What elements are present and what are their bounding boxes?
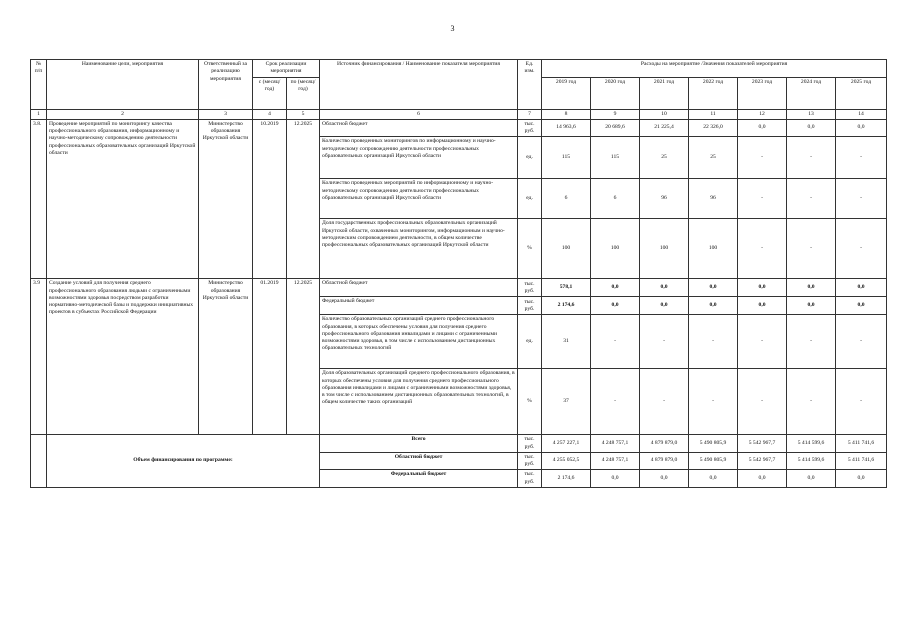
total-value: 5 414 599,6 — [787, 435, 836, 453]
unit-cell: ед. — [518, 315, 542, 369]
program-table — [30, 59, 887, 488]
total-value: 5 490 805,9 — [689, 435, 738, 453]
value-cell: 6 — [591, 179, 640, 219]
header-responsible: Ответственный за реализацию мероприятия — [199, 60, 253, 110]
value-cell: 37 — [542, 369, 591, 435]
value-cell: 100 — [640, 219, 689, 279]
header-year: 2023 год — [738, 77, 787, 109]
value-cell: - — [738, 219, 787, 279]
value-cell: 100 — [689, 219, 738, 279]
total-value: 4 248 757,1 — [591, 435, 640, 453]
value-cell: 31 — [542, 315, 591, 369]
value-cell: - — [787, 315, 836, 369]
column-number: 11 — [689, 109, 738, 119]
value-cell: 96 — [689, 179, 738, 219]
value-cell: - — [836, 219, 887, 279]
header-year: 2019 год — [542, 77, 591, 109]
value-cell: 25 — [689, 137, 738, 179]
unit-cell: тыс. руб. — [518, 119, 542, 137]
item-name: Создание условий для получения среднего профессионального образования людьми с ограниченными возможностями здоровья посредством разработки нормативно-методической базы и поддержки инициативных проектов в субъектах Российской Федерации — [47, 279, 199, 435]
header-source: Источник финансирования / Наименование показателя мероприятия — [320, 60, 518, 110]
value-cell: 0,0 — [689, 297, 738, 315]
value-cell: 578,1 — [542, 279, 591, 297]
total-value: 0,0 — [787, 470, 836, 488]
total-value: 5 411 741,6 — [836, 435, 887, 453]
unit-cell: ед. — [518, 179, 542, 219]
source-label: Областной бюджет — [320, 279, 518, 297]
value-cell: - — [738, 315, 787, 369]
value-cell: 100 — [542, 219, 591, 279]
value-cell: 0,0 — [836, 297, 887, 315]
item-responsible: Министерство образования Иркутской области — [199, 119, 253, 279]
column-number: 1 — [31, 109, 47, 119]
value-cell: 100 — [591, 219, 640, 279]
unit-cell: тыс. руб. — [518, 279, 542, 297]
item-date-from: 10.2019 — [253, 119, 287, 279]
total-value: 0,0 — [640, 470, 689, 488]
column-number: 7 — [518, 109, 542, 119]
total-value: 4 879 879,0 — [640, 435, 689, 453]
header-year: 2020 год — [591, 77, 640, 109]
total-value: 2 174,6 — [542, 470, 591, 488]
header-from: с (месяц/год) — [253, 77, 287, 109]
value-cell: - — [738, 179, 787, 219]
totals-label: Объем финансирования по программе: — [47, 435, 320, 488]
column-number: 4 — [253, 109, 287, 119]
column-number: 14 — [836, 109, 887, 119]
header-num: № п/п — [31, 60, 47, 110]
total-value: 4 248 757,1 — [591, 452, 640, 470]
value-cell: 6 — [542, 179, 591, 219]
indicator-label: Количество проведенных мероприятий по информационному и научно-методическому сопровождению деятельности профессиональных образовательных организаций Иркутской области — [320, 179, 518, 219]
item-number: 3.9 — [31, 279, 47, 435]
header-to: по (месяц/год) — [287, 77, 320, 109]
total-value: 4 879 879,0 — [640, 452, 689, 470]
value-cell: 0,0 — [836, 279, 887, 297]
item-date-from: 01.2019 — [253, 279, 287, 435]
value-cell: - — [738, 137, 787, 179]
value-cell: 0,0 — [836, 119, 887, 137]
source-label: Федеральный бюджет — [320, 297, 518, 315]
value-cell: 0,0 — [640, 279, 689, 297]
value-cell: 0,0 — [640, 297, 689, 315]
total-value: 4 255 052,5 — [542, 452, 591, 470]
unit-cell: тыс. руб. — [518, 297, 542, 315]
value-cell: 0,0 — [591, 279, 640, 297]
total-value: 4 257 227,1 — [542, 435, 591, 453]
total-value: 0,0 — [738, 470, 787, 488]
totals-spacer — [31, 435, 47, 488]
total-value: 0,0 — [591, 470, 640, 488]
total-value: 0,0 — [689, 470, 738, 488]
item-responsible: Министерство образования Иркутской области — [199, 279, 253, 435]
value-cell: 0,0 — [787, 297, 836, 315]
unit-cell: тыс. руб. — [518, 435, 542, 453]
value-cell: - — [689, 315, 738, 369]
unit-cell: % — [518, 369, 542, 435]
value-cell: - — [836, 315, 887, 369]
value-cell: 0,0 — [787, 119, 836, 137]
value-cell: - — [591, 315, 640, 369]
item-date-to: 12.2025 — [287, 279, 320, 435]
value-cell: - — [640, 369, 689, 435]
header-year: 2024 год — [787, 77, 836, 109]
value-cell: 0,0 — [738, 279, 787, 297]
column-number: 8 — [542, 109, 591, 119]
value-cell: 0,0 — [738, 119, 787, 137]
column-number: 10 — [640, 109, 689, 119]
value-cell: 0,0 — [689, 279, 738, 297]
value-cell: 25 — [640, 137, 689, 179]
unit-cell: тыс. руб. — [518, 452, 542, 470]
value-cell: 21 225,4 — [640, 119, 689, 137]
unit-cell: % — [518, 219, 542, 279]
unit-cell: тыс. руб. — [518, 470, 542, 488]
column-number: 13 — [787, 109, 836, 119]
value-cell: - — [787, 219, 836, 279]
indicator-label: Доля образовательных организаций среднего профессионального образования, в которых обеспечены условия для получения среднего профессионального образования инвалидами и лицами с ограниченными возможностями здоровья, в том числе с использованием дистанционных образовательных технологий, в общем количестве таких организаций — [320, 369, 518, 435]
indicator-label: Количество образовательных организаций среднего профессионального образования, в которых обеспечены условия для получения среднего профессионального образования инвалидами и лицами с ограниченными возможностями здоровья, в том числе с использованием дистанционных образовательных технологий — [320, 315, 518, 369]
indicator-label: Количество проведенных мониторингов по информационному и научно-методическому сопровождению деятельности профессиональных образовательных организаций Иркутской области — [320, 137, 518, 179]
column-number: 3 — [199, 109, 253, 119]
column-number: 9 — [591, 109, 640, 119]
header-year: 2021 год — [640, 77, 689, 109]
item-date-to: 12.2025 — [287, 119, 320, 279]
value-cell: 0,0 — [591, 297, 640, 315]
value-cell: - — [836, 179, 887, 219]
value-cell: 115 — [542, 137, 591, 179]
value-cell: - — [787, 137, 836, 179]
column-number: 5 — [287, 109, 320, 119]
total-value: 5 414 599,6 — [787, 452, 836, 470]
value-cell: 0,0 — [787, 279, 836, 297]
column-number: 12 — [738, 109, 787, 119]
value-cell: - — [836, 369, 887, 435]
column-number: 6 — [320, 109, 518, 119]
total-value: 5 490 805,9 — [689, 452, 738, 470]
total-value: 0,0 — [836, 470, 887, 488]
header-year: 2022 год — [689, 77, 738, 109]
page-number: 3 — [450, 24, 455, 33]
indicator-label: Доля государственных профессиональных образовательных организаций Иркутской области, охваченных мониторингом, информационным и научно-методическим сопровождением деятельности, в общем количестве профессиональных образовательных организаций Иркутской области — [320, 219, 518, 279]
value-cell: 0,0 — [738, 297, 787, 315]
value-cell: 20 689,6 — [591, 119, 640, 137]
total-value: 5 542 967,7 — [738, 435, 787, 453]
total-value: 5 411 741,6 — [836, 452, 887, 470]
header-year: 2025 год — [836, 77, 887, 109]
value-cell: 96 — [640, 179, 689, 219]
value-cell: - — [689, 369, 738, 435]
value-cell: - — [787, 369, 836, 435]
item-number: 3.8. — [31, 119, 47, 279]
header-expenses: Расходы на мероприятие /Значения показателей мероприятия — [542, 60, 887, 78]
value-cell: 115 — [591, 137, 640, 179]
item-name: Проведение мероприятий по мониторингу качества профессионального образования, информационному и научно-методическому сопровождению деятельности профессиональных образовательных организаций Иркутской области — [47, 119, 199, 279]
header-unit: Ед. изм. — [518, 60, 542, 110]
value-cell: 14 963,6 — [542, 119, 591, 137]
unit-cell: ед. — [518, 137, 542, 179]
value-cell: 22 326,0 — [689, 119, 738, 137]
value-cell: - — [591, 369, 640, 435]
total-value: 5 542 967,7 — [738, 452, 787, 470]
value-cell: - — [640, 315, 689, 369]
value-cell: - — [836, 137, 887, 179]
source-label: Областной бюджет — [320, 119, 518, 137]
value-cell: - — [787, 179, 836, 219]
value-cell: - — [738, 369, 787, 435]
totals-source: Всего — [320, 435, 518, 453]
column-number: 2 — [47, 109, 199, 119]
totals-source: Областной бюджет — [320, 452, 518, 470]
header-period: Срок реализации мероприятия — [253, 60, 320, 78]
value-cell: 2 174,6 — [542, 297, 591, 315]
totals-source: Федеральный бюджет — [320, 470, 518, 488]
header-name: Наименование цели, мероприятия — [47, 60, 199, 110]
